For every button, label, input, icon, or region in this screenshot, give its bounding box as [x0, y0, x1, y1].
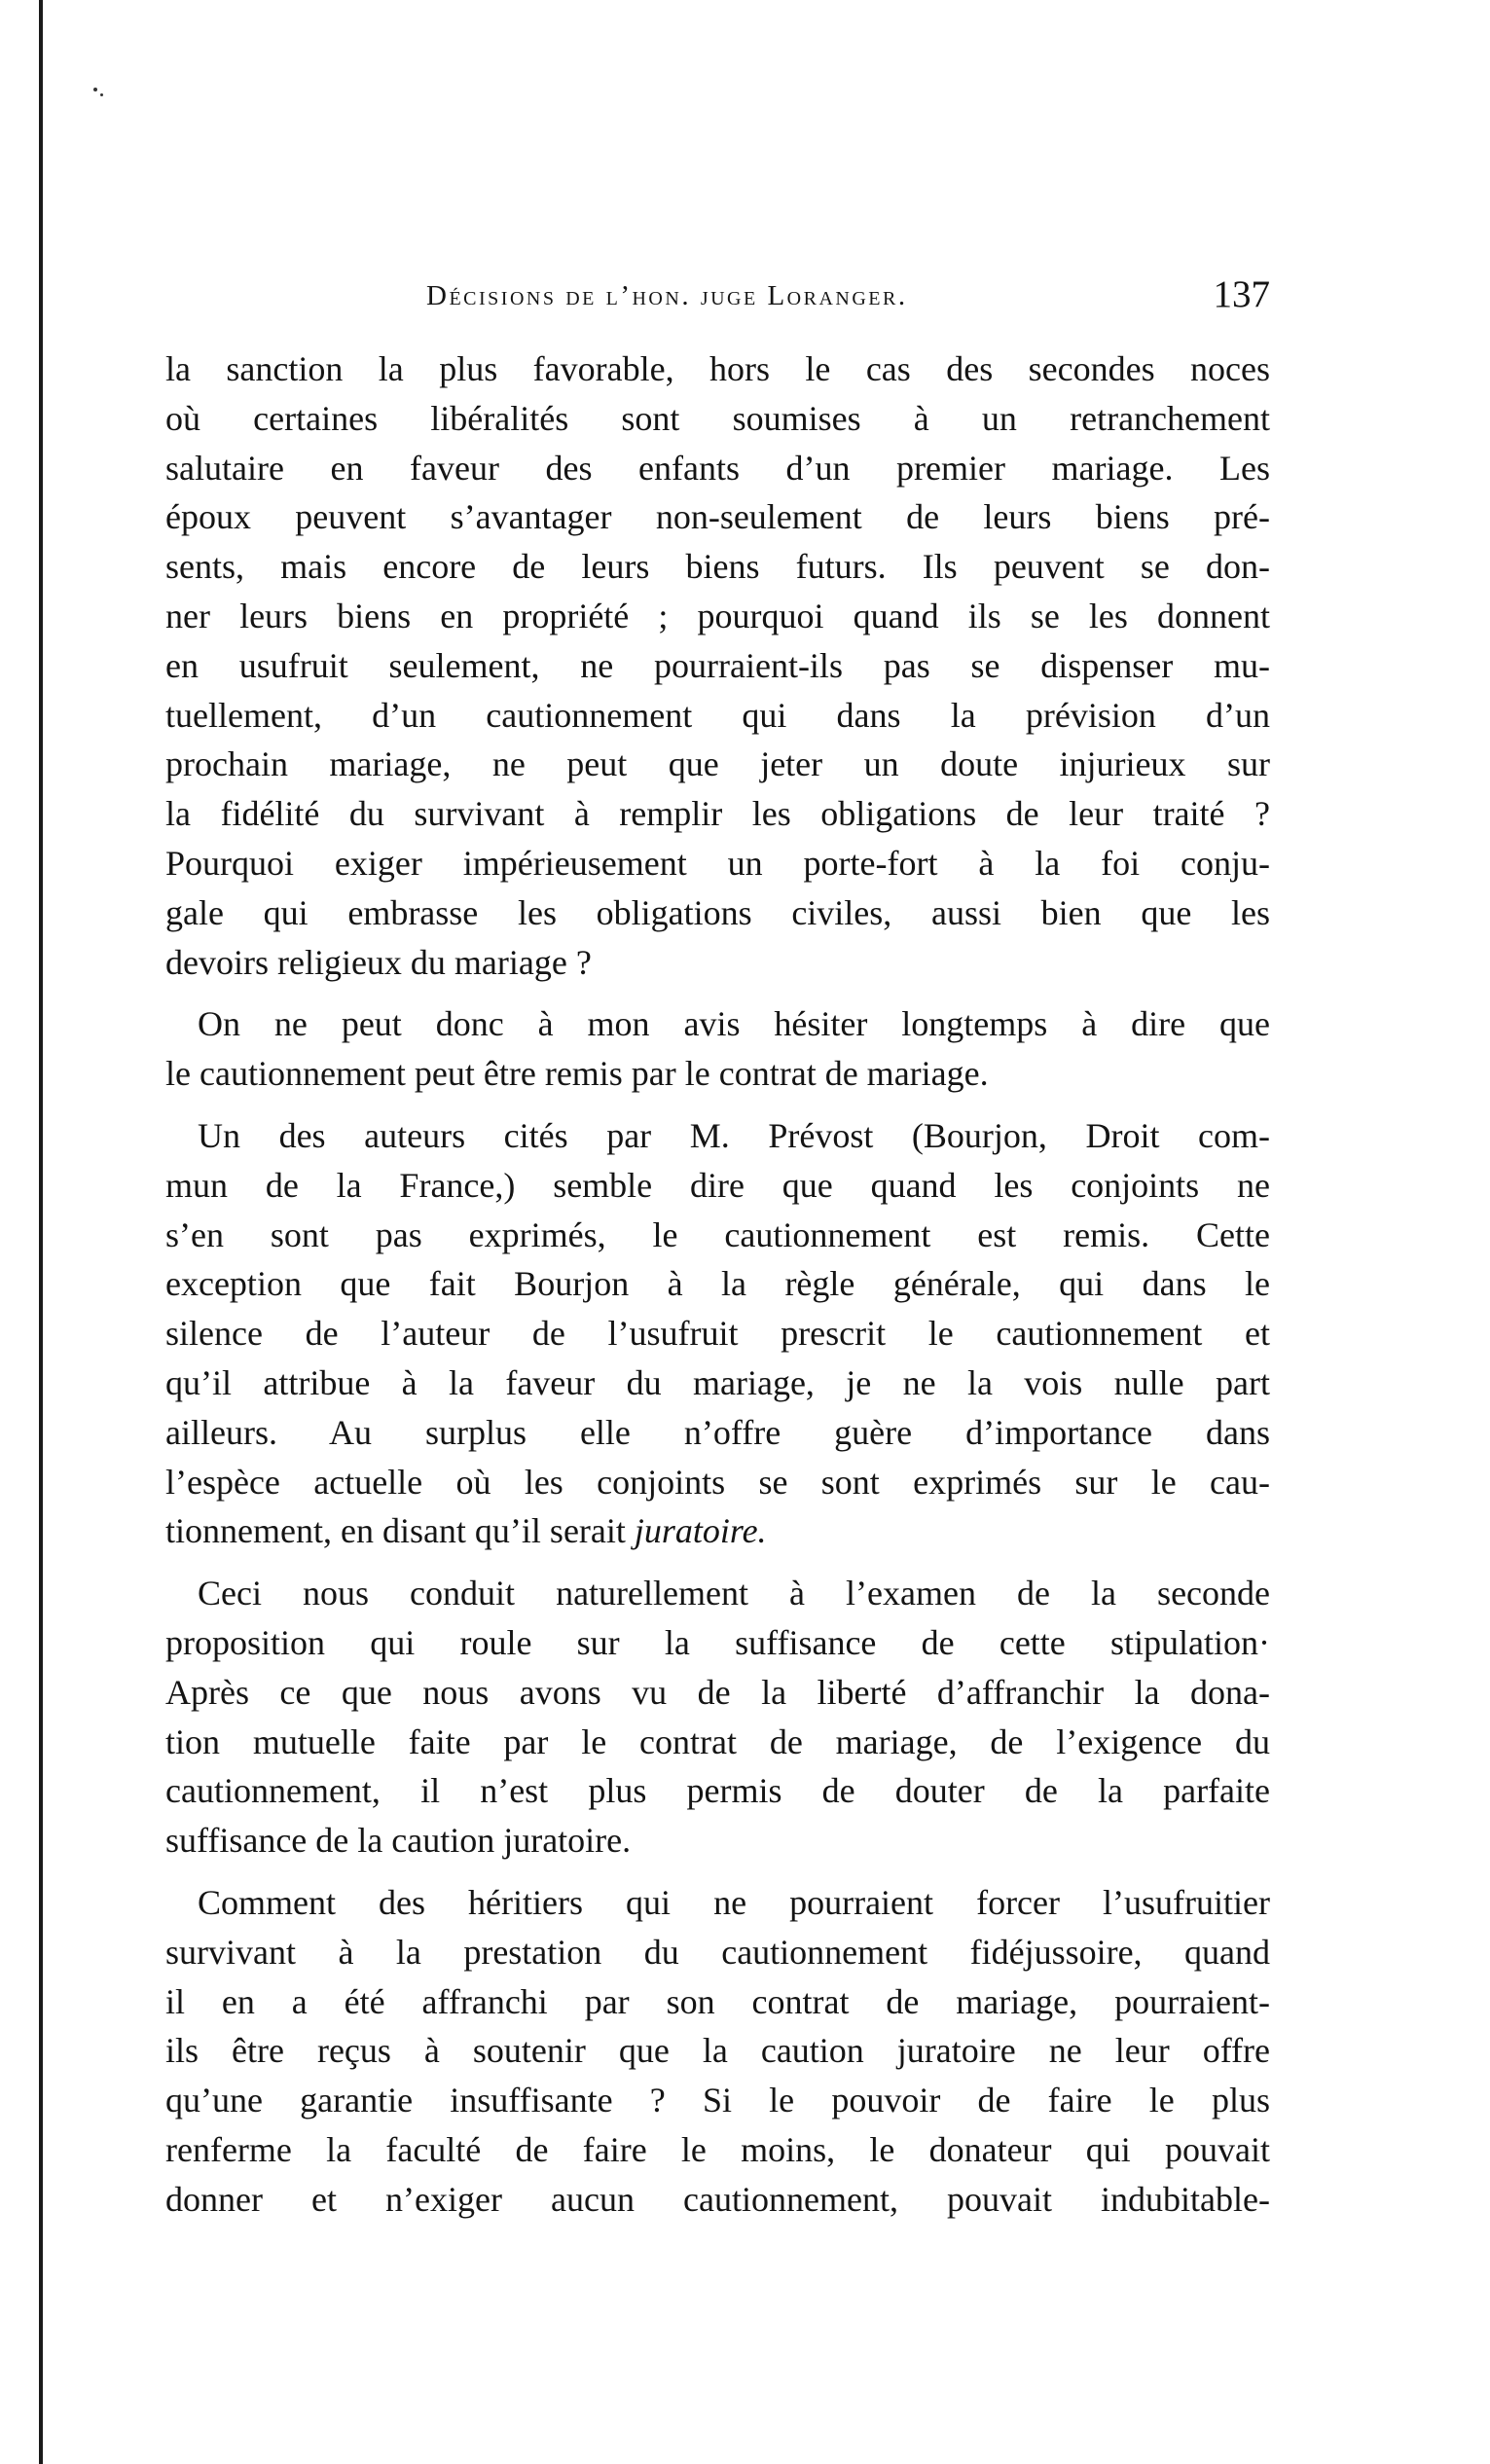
text-line: suffisance de la caution juratoire.: [165, 1821, 632, 1861]
text-line: Comment des héritiers qui ne pourraient forcer l’usufruitier: [198, 1882, 1270, 1922]
text-line: proposition qui roule sur la suffisance de cette stipulation·: [165, 1622, 1270, 1662]
ink-speck: [100, 93, 103, 96]
page-number: 137: [1213, 273, 1270, 315]
paragraph: [165, 344, 1270, 987]
page-header: [165, 272, 1270, 321]
text-line: Ceci nous conduit naturellement à l’examen de la seconde: [198, 1574, 1270, 1613]
italic-word: juratoire.: [634, 1511, 767, 1551]
text-line: cautionnement, il n’est plus permis de douter de la parfaite: [165, 1771, 1270, 1811]
text-line: ailleurs. Au surplus elle n’offre guère d’importance dans: [165, 1412, 1270, 1452]
body-text: [165, 344, 1270, 2224]
text-line: ils être reçus à soutenir que la caution juratoire ne leur offre: [165, 2031, 1270, 2071]
text-line: la sanction la plus favorable, hors le cas des secondes noces: [165, 349, 1270, 388]
ink-speck: [93, 88, 97, 91]
text-line: renferme la faculté de faire le moins, le donateur qui pouvait: [165, 2129, 1270, 2169]
text-line: qu’il attribue à la faveur du mariage, je ne la vois nulle part: [165, 1362, 1270, 1402]
text-line: en usufruit seulement, ne pourraient-ils pas se dispenser mu-: [165, 645, 1270, 685]
page-binding-edge: [39, 0, 43, 2464]
text-line: ner leurs biens en propriété ; pourquoi quand ils se les donnent: [165, 596, 1270, 635]
text-line: donner et n’exiger aucun cautionnement, pouvait indubitable-: [165, 2179, 1270, 2219]
text-line: tuellement, d’un cautionnement qui dans la prévision d’un: [165, 695, 1270, 735]
text-line: devoirs religieux du mariage ?: [165, 942, 592, 982]
paragraph: [165, 1569, 1270, 1866]
text-line: Pourquoi exiger impérieusement un porte-fort à la foi conju-: [165, 843, 1270, 883]
text-line: le cautionnement peut être remis par le contrat de mariage.: [165, 1054, 989, 1094]
text-line: Un des auteurs cités par M. Prévost (Bourjon, Droit com-: [198, 1115, 1270, 1155]
text-line: exception que fait Bourjon à la règle générale, qui dans le: [165, 1264, 1270, 1304]
text-line: gale qui embrasse les obligations civiles, aussi bien que les: [165, 892, 1270, 932]
text-line: [165, 1506, 1270, 1556]
paragraph: [165, 1878, 1270, 2225]
text-line: il en a été affranchi par son contrat de mariage, pourraient-: [165, 1981, 1270, 2021]
text-line: Après ce que nous avons vu de la liberté d’affranchir la dona-: [165, 1672, 1270, 1712]
paragraph: [165, 999, 1270, 1099]
text-line: tion mutuelle faite par le contrat de mariage, de l’exigence du: [165, 1721, 1270, 1761]
text-line: mun de la France,) semble dire que quand les conjoints ne: [165, 1165, 1270, 1205]
text-line: où certaines libéralités sont soumises à un retranchement: [165, 398, 1270, 438]
text-line: la fidélité du survivant à remplir les obligations de leur traité ?: [165, 794, 1270, 834]
text-line: époux peuvent s’avantager non-seulement de leurs biens pré-: [165, 497, 1270, 537]
paragraph: [165, 1111, 1270, 1556]
text-line: silence de l’auteur de l’usufruit prescrit le cautionnement et: [165, 1314, 1270, 1354]
text-line: survivant à la prestation du cautionnement fidéjussoire, quand: [165, 1932, 1270, 1972]
text-line: l’espèce actuelle où les conjoints se sont exprimés sur le cau-: [165, 1462, 1270, 1502]
text-line: qu’une garantie insuffisante ? Si le pouvoir de faire le plus: [165, 2081, 1270, 2120]
text-line: On ne peut donc à mon avis hésiter longtemps à dire que: [198, 1004, 1270, 1044]
text-line: salutaire en faveur des enfants d’un premier mariage. Les: [165, 448, 1270, 488]
text-segment: tionnement, en disant qu’il serait: [165, 1511, 635, 1551]
text-line: prochain mariage, ne peut que jeter un doute injurieux sur: [165, 744, 1270, 784]
text-line: sents, mais encore de leurs biens futurs. Ils peuvent se don-: [165, 547, 1270, 587]
running-head: Décisions de l’hon. juge Loranger.: [426, 280, 908, 311]
text-line: s’en sont pas exprimés, le cautionnement est remis. Cette: [165, 1214, 1270, 1254]
